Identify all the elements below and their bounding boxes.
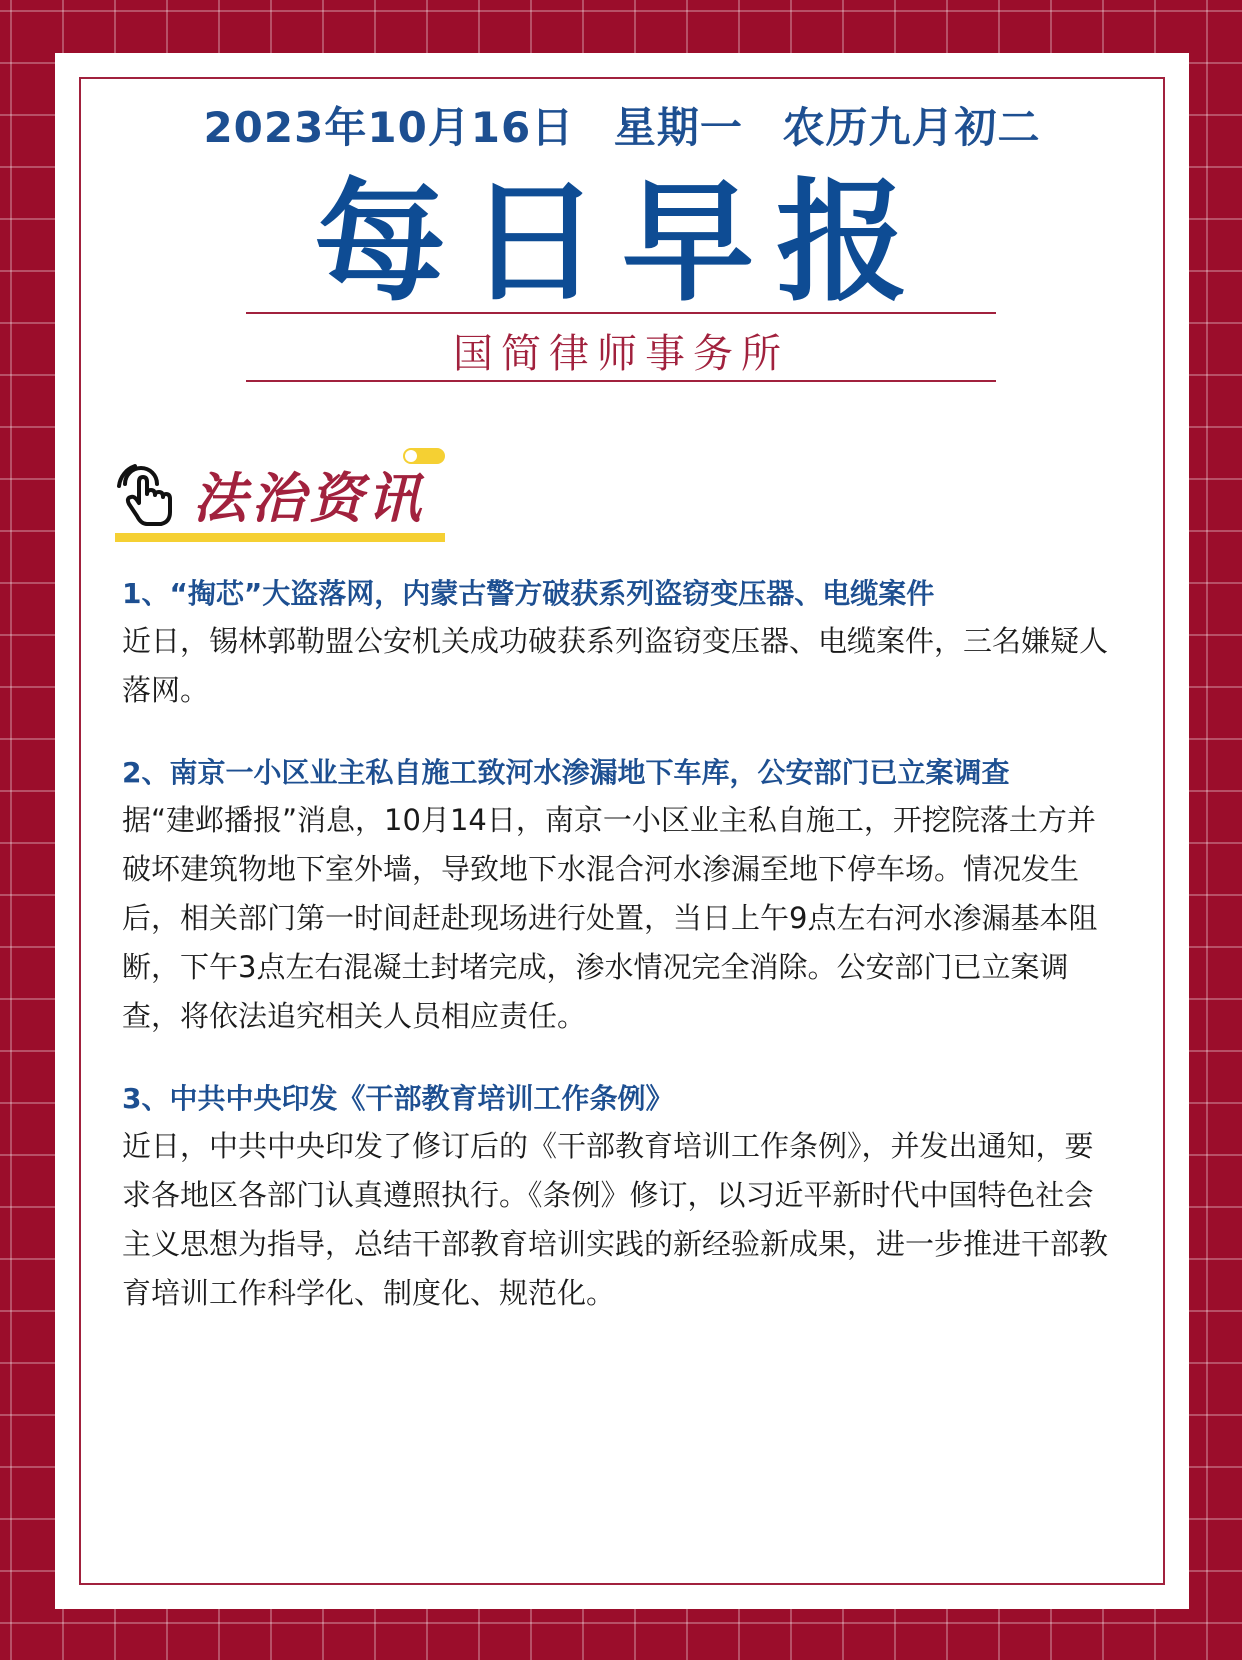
firm-name: 国简律师事务所 [453,331,789,377]
news-title: 1、“掏芯”大盗落网，内蒙古警方破获系列盗窃变压器、电缆案件 [122,577,935,610]
firm-bottom-divider [246,380,996,382]
page-title: 每日早报 [314,166,930,320]
section-underline [115,533,445,542]
news-body: 据“建邺播报”消息，10月14日，南京一小区业主私自施工，开挖院落土方并破坏建筑物地下室外墙，导致地下水混合河水渗漏至地下停车场。情况发生后，相关部门第一时间赶赴现场进行处置，当日上午9点左右河水渗漏基本阻断，下午3点左右混凝土封堵完成，渗水情况完全消除。公安部门已立案调查，将依法追究相关人员相应责任。 [122,803,1098,1033]
news-item [122,1075,1122,1318]
poster-card [55,53,1189,1609]
news-title: 2、南京一小区业主私自施工致河水渗漏地下车库，公安部门已立案调查 [122,756,1010,789]
date-line [55,95,1189,155]
firm-top-divider [246,312,996,314]
news-body: 近日，锡林郭勒盟公安机关成功破获系列盗窃变压器、电缆案件，三名嫌疑人落网。 [122,624,1109,707]
weekday-text: 星期一 [613,103,743,152]
news-item [122,570,1122,715]
section-header [115,448,465,558]
news-item [122,749,1122,1041]
news-title: 3、中共中央印发《干部教育培训工作条例》 [122,1082,674,1115]
section-title: 法治资讯 [193,467,425,530]
news-list [122,570,1122,1352]
hand-tap-icon [115,460,175,530]
date-text: 2023年10月16日 [203,103,575,152]
news-body: 近日，中共中央印发了修订后的《干部教育培训工作条例》，并发出通知，要求各地区各部门认真遵照执行。《条例》修订，以习近平新时代中国特色社会主义思想为指导，总结干部教育培训实践的新经验新成果，进一步推进干部教育培训工作科学化、制度化、规范化。 [122,1129,1109,1310]
lunar-date-text: 农历九月初二 [782,103,1041,152]
